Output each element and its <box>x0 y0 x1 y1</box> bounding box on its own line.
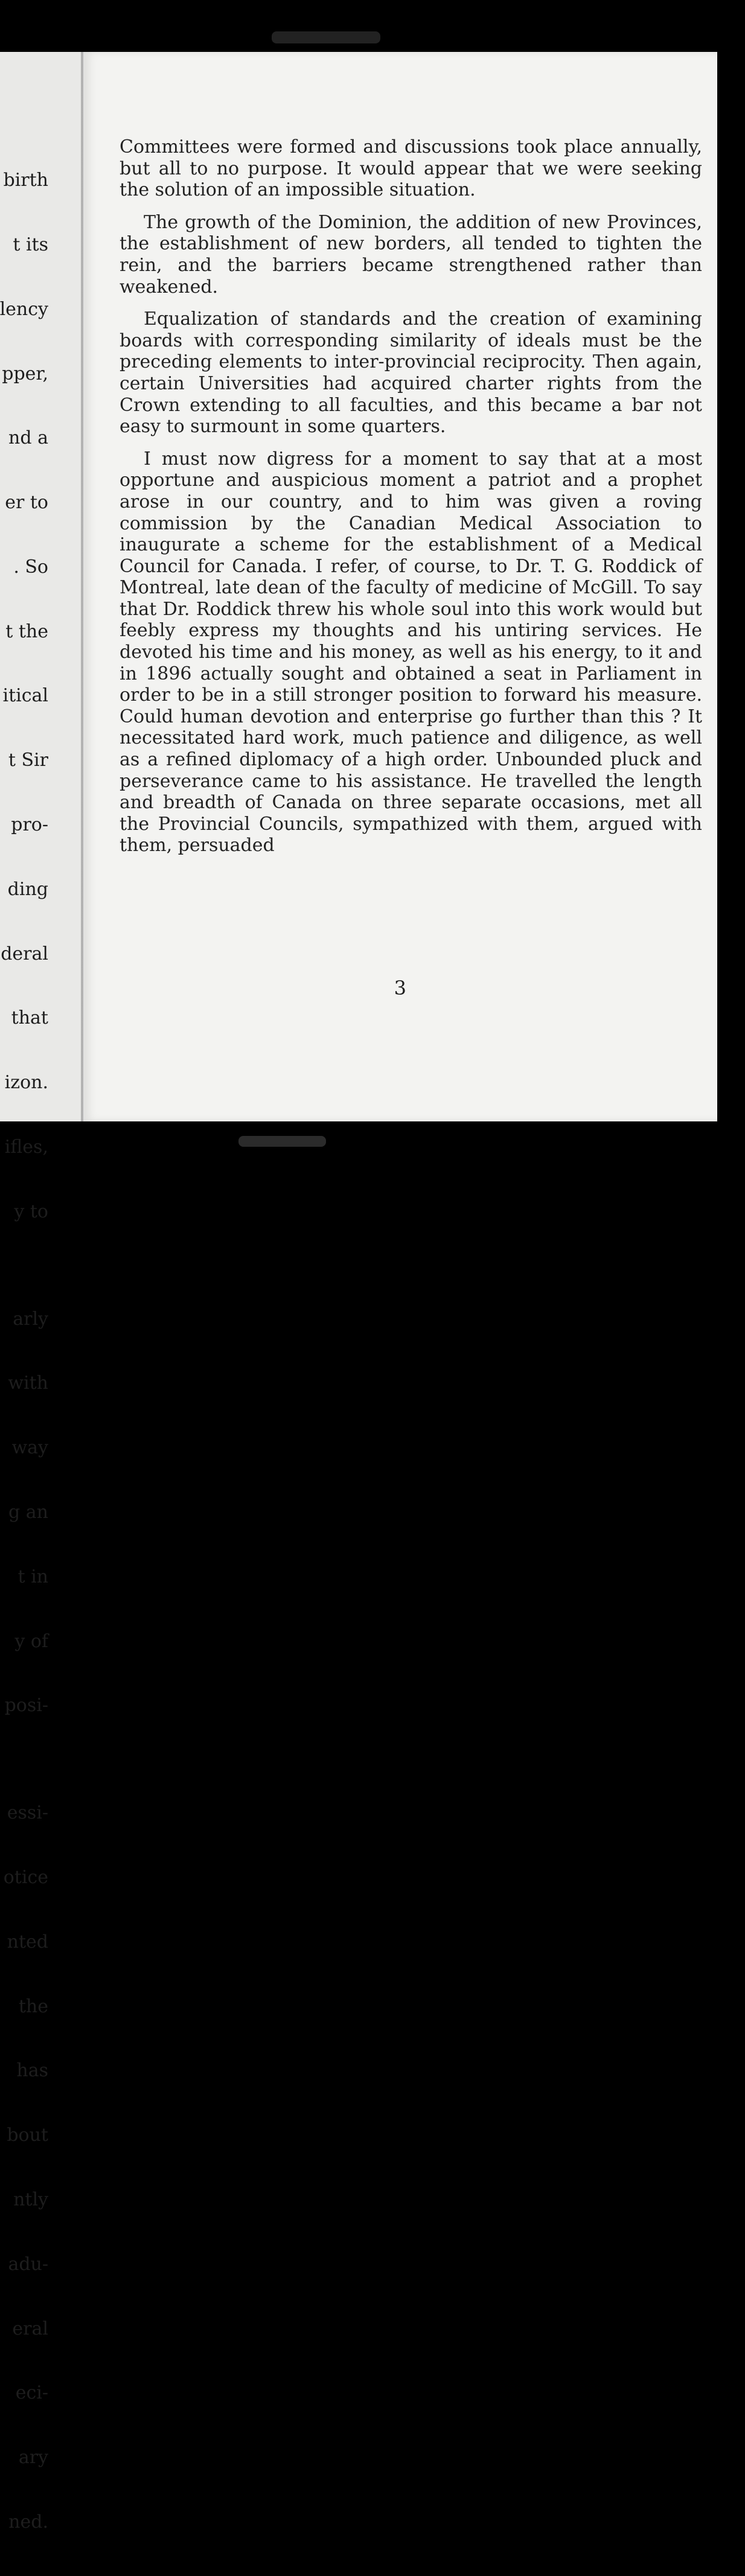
paragraph-4: I must now digress for a moment to say that at a most opportune and auspicious moment a patriot and a prophet arose in our country, and to him was given a roving commission by the Canadian Medical Association to inaugurate a scheme for the establishment of a Medical Council for Canada. I refer, of course, to Dr. T. G. Roddick of Montreal, late dean of the faculty of medicine of McGill. To say that Dr. Roddick threw his whole soul into this work would but feebly express my thoughts and his untiring services. He devoted his time and his money, as well as his energy, to it and in 1896 actually sought and obtained a seat in Parliament in order to be in a still stronger position to forward his measure. Could human devotion and enterprise go further than this ? It necessitated hard work, much patience and diligence, as well as a refined diplomacy of a high order. Unbounded pluck and perseverance came to his assistance. He travelled the length and breadth of Canada on three separate occasions, met all the Provincial Councils, sympathized with them, argued with them, persuaded <box>120 448 702 856</box>
left-line: t in <box>18 1566 48 1587</box>
paragraph-2: The growth of the Dominion, the addition of new Provinces, the establishment of new borders, all tended to tighten the rein, and the barriers became strengthened rather than weakened. <box>120 211 702 298</box>
left-line: y to <box>14 1200 48 1222</box>
left-line: adu- <box>8 2253 48 2275</box>
left-line: arly <box>13 1308 48 1330</box>
left-line: the <box>18 1995 48 2017</box>
left-line: nd a <box>8 427 48 449</box>
left-line: ary <box>18 2447 48 2469</box>
page-number: 3 <box>394 977 407 999</box>
left-line: t its <box>13 234 48 255</box>
left-line: way <box>11 1437 48 1459</box>
left-line: has <box>16 2060 48 2082</box>
left-line: essi- <box>7 1802 48 1824</box>
main-book-page <box>83 52 717 1121</box>
left-line: g an <box>8 1502 48 1523</box>
left-line: pper, <box>2 363 48 384</box>
left-line: ding <box>7 878 48 900</box>
left-line: that <box>11 1007 48 1029</box>
left-line: eral <box>12 2318 48 2339</box>
left-line: deral <box>1 943 48 964</box>
left-line: er to <box>5 492 48 514</box>
bottom-scan-smudge <box>238 1136 326 1147</box>
left-line: y of <box>14 1630 48 1652</box>
left-line: bout <box>7 2125 48 2146</box>
paragraph-3: Equalization of standards and the creation of examining boards with corresponding similarity of ideals must be the preceding elements to inter-provincial reciprocity. Then again, certain Universities had acquired charter rights from the Crown extending to all faculties, and this became a bar not easy to surmount in some quarters. <box>120 308 702 438</box>
left-line: ifles, <box>4 1136 48 1158</box>
left-line: itical <box>2 685 48 707</box>
left-page-text-column <box>0 127 48 2576</box>
left-line: ned. <box>8 2511 48 2533</box>
left-line: pro- <box>11 814 48 835</box>
left-line: with <box>8 1372 48 1394</box>
left-line: lency <box>0 298 48 320</box>
left-line: . So <box>13 556 48 578</box>
left-line: t the <box>5 620 48 642</box>
page-body-text <box>120 136 702 867</box>
top-scan-smudge <box>272 31 380 43</box>
paragraph-1: Committees were formed and discussions took place annually, but all to no purpose. It would appear that we were seeking the solution of an impossible situation. <box>120 136 702 201</box>
left-line: t Sir <box>8 750 48 771</box>
left-line: birth <box>3 170 48 191</box>
left-line: otice <box>3 1867 48 1889</box>
left-line: eci- <box>15 2382 48 2404</box>
left-line: ntly <box>13 2189 48 2210</box>
left-line: posi- <box>4 1695 48 1717</box>
left-line: nted <box>7 1931 48 1953</box>
left-line: izon. <box>4 1072 48 1094</box>
left-page-fragment <box>0 52 82 2533</box>
